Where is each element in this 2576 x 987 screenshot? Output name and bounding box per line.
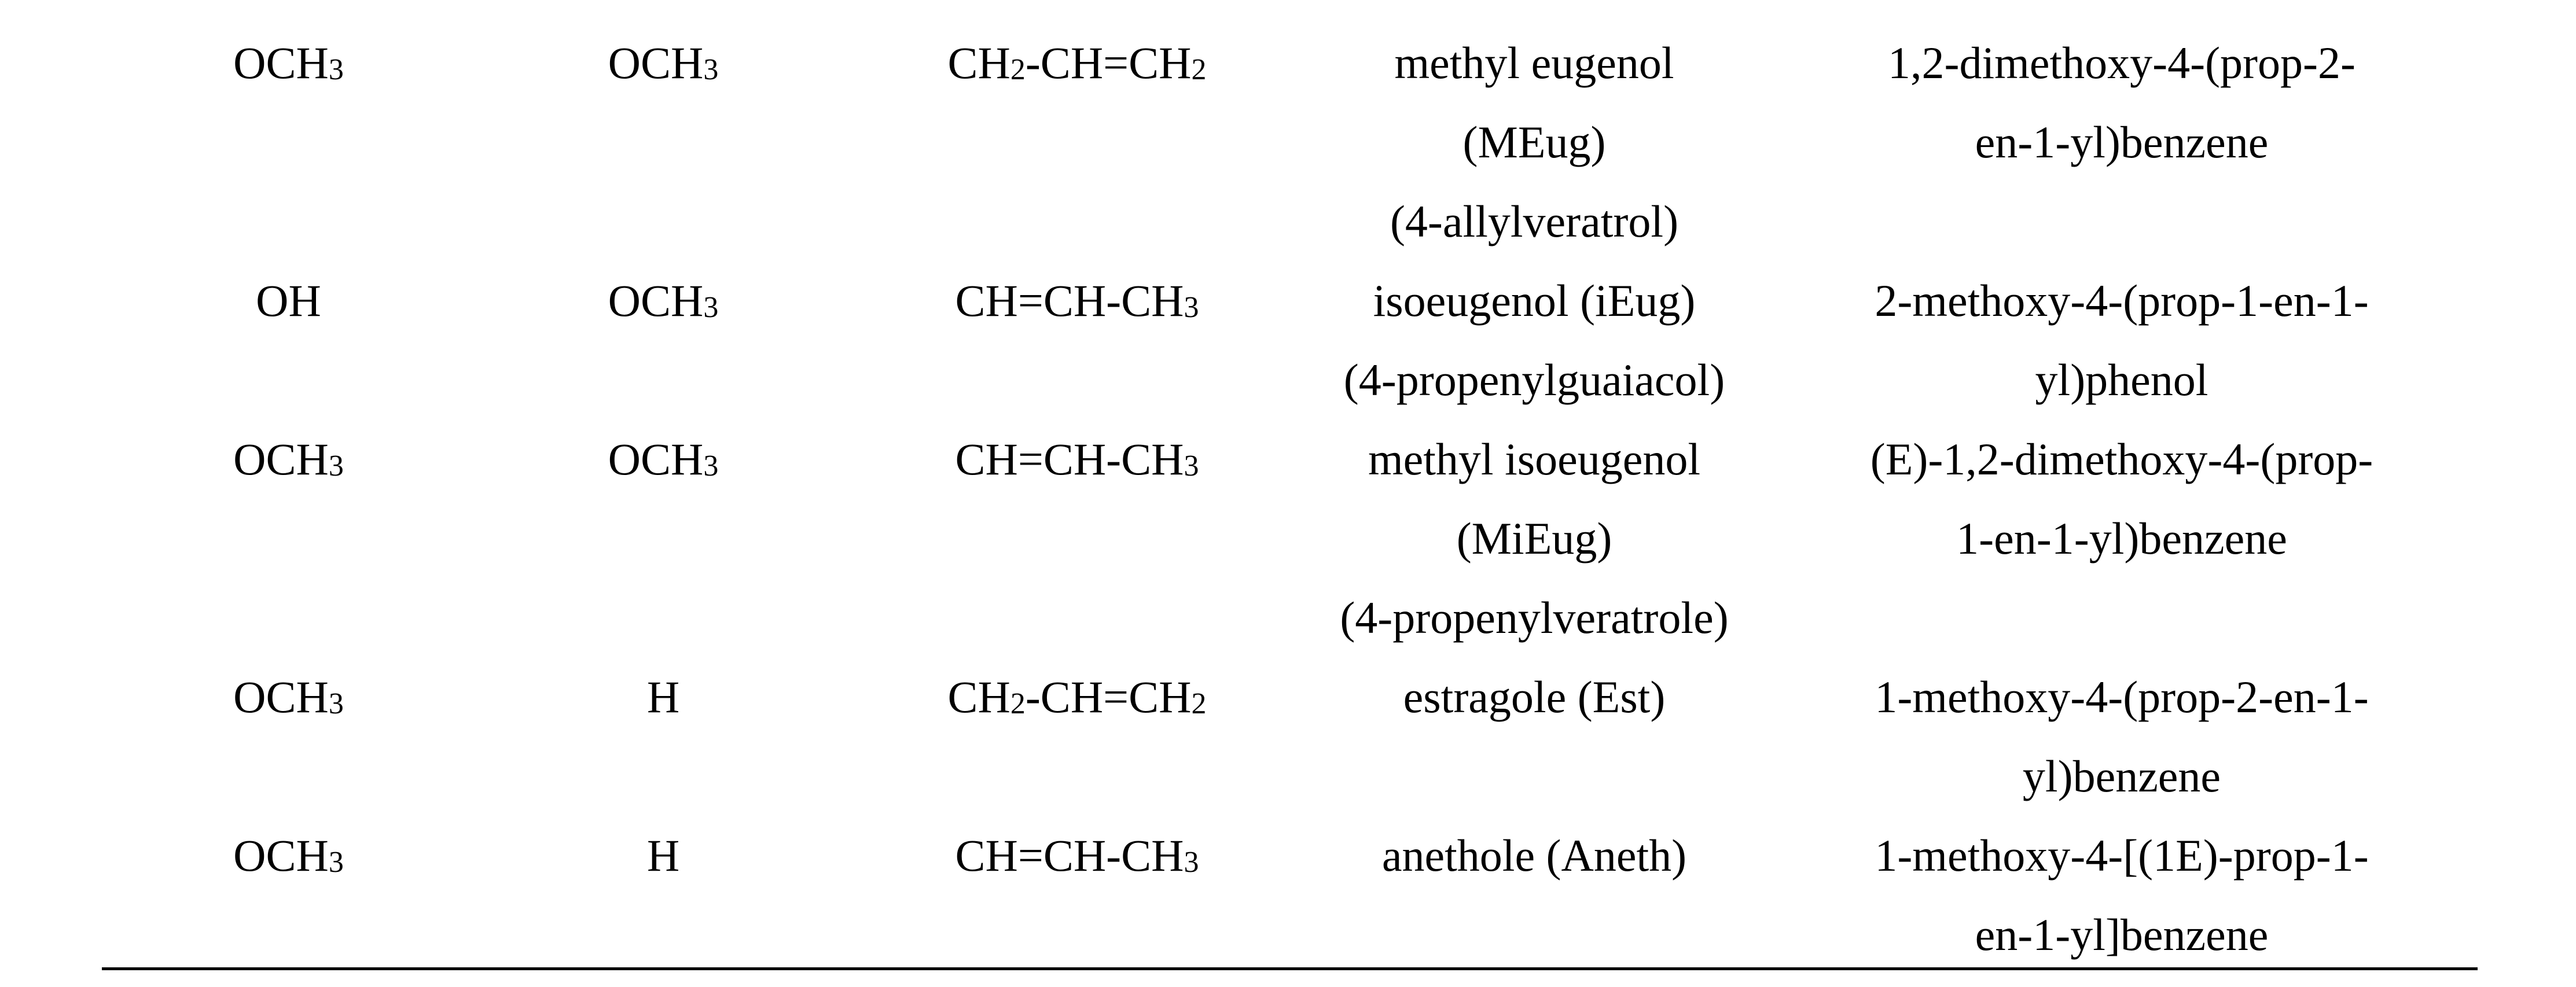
r2-cell: H: [646, 672, 680, 722]
r1-cell: OCH3: [233, 830, 344, 881]
r3-cell: CH=CH-CH3: [955, 434, 1199, 484]
iupac-name-cell: [1766, 0, 2478, 261]
r1-cell: OCH3: [233, 434, 344, 484]
common-name-cell: [1303, 657, 1766, 816]
common-name-line: (4-propenylguaiacol): [1343, 355, 1725, 405]
iupac-name-line: 1-methoxy-4-[(1E)-prop-1-: [1875, 830, 2369, 881]
iupac-name-cell: [1766, 261, 2478, 419]
iupac-name-cell: [1766, 419, 2478, 657]
r2-cell: OCH3: [608, 434, 719, 484]
iupac-name-line: yl)benzene: [2022, 751, 2221, 801]
common-name-cell: [1303, 261, 1766, 419]
r1-cell: OCH3: [233, 38, 344, 88]
table-row: [102, 419, 2478, 657]
common-name-cell: [1303, 419, 1766, 657]
r3-cell: CH=CH-CH3: [955, 830, 1199, 881]
iupac-name-line: (E)-1,2-dimethoxy-4-(prop-: [1870, 434, 2373, 484]
iupac-name-line: 1-en-1-yl)benzene: [1956, 513, 2287, 564]
iupac-name-line: en-1-yl]benzene: [1975, 909, 2269, 960]
iupac-name-line: 1-methoxy-4-(prop-2-en-1-: [1875, 672, 2369, 722]
table-bottom-rule: [102, 967, 2478, 970]
common-name-line: anethole (Aneth): [1381, 830, 1687, 881]
table-row: [102, 0, 2478, 261]
compound-table-container: [102, 0, 2478, 987]
iupac-name-cell: [1766, 657, 2478, 816]
common-name-line: methyl isoeugenol: [1368, 434, 1701, 484]
iupac-name-line: 1,2-dimethoxy-4-(prop-2-: [1888, 38, 2355, 88]
r2-cell: OCH3: [608, 38, 719, 88]
compound-table: [102, 0, 2478, 974]
table-row: [102, 261, 2478, 419]
common-name-line: isoeugenol (iEug): [1373, 275, 1696, 326]
r2-cell: H: [646, 830, 680, 881]
common-name-line: (4-propenylveratrole): [1340, 592, 1729, 643]
common-name-line: (MiEug): [1456, 513, 1612, 564]
r3-cell: CH2-CH=CH2: [947, 672, 1207, 722]
table-row: [102, 657, 2478, 816]
common-name-line: estragole (Est): [1403, 672, 1666, 722]
common-name-line: (4-allylveratrol): [1390, 196, 1679, 246]
iupac-name-cell: [1766, 816, 2478, 974]
r1-cell: OH: [256, 275, 321, 326]
r3-cell: CH=CH-CH3: [955, 275, 1199, 326]
iupac-name-line: 2-methoxy-4-(prop-1-en-1-: [1875, 275, 2369, 326]
iupac-name-line: en-1-yl)benzene: [1975, 117, 2269, 167]
table-row: [102, 816, 2478, 974]
common-name-line: methyl eugenol: [1394, 38, 1674, 88]
common-name-cell: [1303, 816, 1766, 974]
r3-cell: CH2-CH=CH2: [947, 38, 1207, 88]
r1-cell: OCH3: [233, 672, 344, 722]
r2-cell: OCH3: [608, 275, 719, 326]
iupac-name-line: yl)phenol: [2035, 355, 2208, 405]
common-name-cell: [1303, 0, 1766, 261]
common-name-line: (MEug): [1462, 117, 1606, 167]
